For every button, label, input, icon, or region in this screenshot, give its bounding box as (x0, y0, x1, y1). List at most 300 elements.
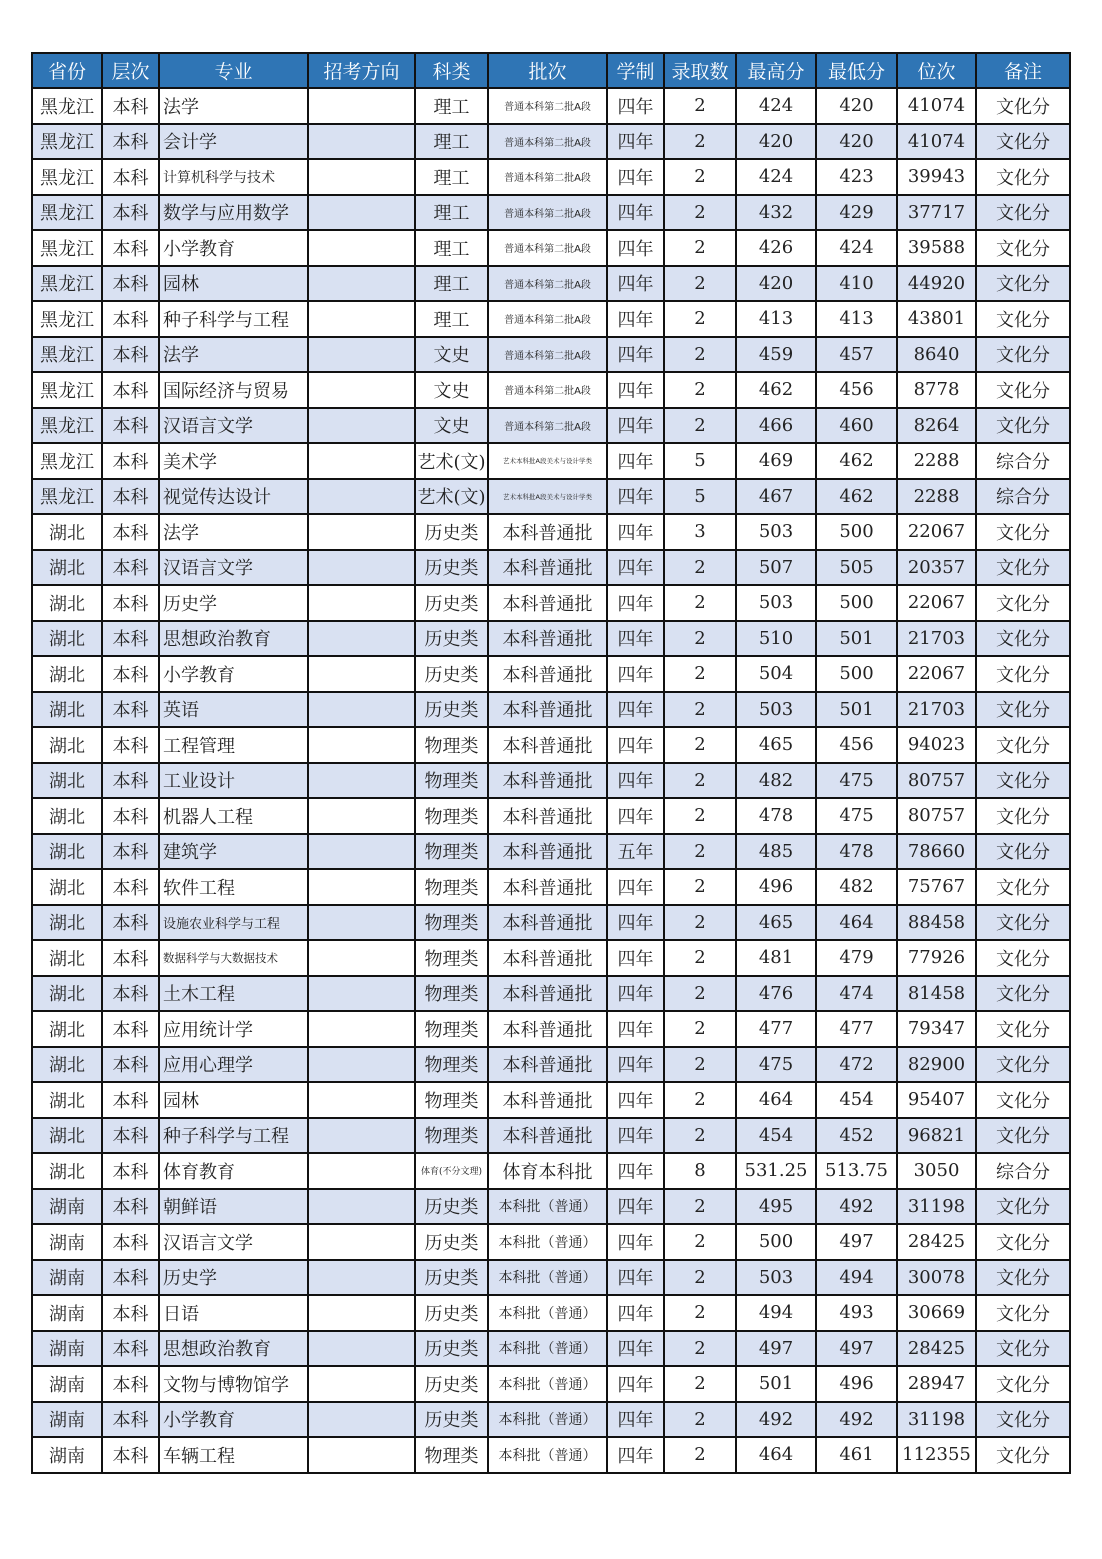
cell-category: 历史类 (415, 1366, 488, 1402)
cell-note: 文化分 (976, 88, 1070, 124)
cell-note: 文化分 (976, 763, 1070, 799)
cell-note: 文化分 (976, 727, 1070, 763)
cell-direction (308, 408, 415, 444)
cell-major: 国际经济与贸易 (159, 372, 308, 408)
cell-batch: 本科普通批 (488, 692, 607, 728)
cell-level: 本科 (102, 905, 159, 941)
cell-province: 湖南 (32, 1402, 102, 1438)
cell-admitted: 2 (664, 1366, 736, 1402)
cell-admitted: 2 (664, 195, 736, 231)
cell-admitted: 2 (664, 940, 736, 976)
cell-admitted: 2 (664, 621, 736, 657)
cell-category: 历史类 (415, 550, 488, 586)
cell-admitted: 2 (664, 834, 736, 870)
cell-admitted: 5 (664, 479, 736, 515)
cell-duration: 四年 (607, 656, 664, 692)
table-row (32, 692, 1070, 728)
cell-rank: 94023 (897, 727, 976, 763)
table-row (32, 1153, 1070, 1189)
cell-duration: 四年 (607, 940, 664, 976)
cell-batch: 本科普通批 (488, 1118, 607, 1154)
cell-level: 本科 (102, 976, 159, 1012)
header-level: 层次 (102, 53, 159, 88)
header-rank: 位次 (897, 53, 976, 88)
table-row (32, 656, 1070, 692)
cell-batch: 本科普通批 (488, 905, 607, 941)
cell-level: 本科 (102, 1153, 159, 1189)
cell-min-score: 482 (816, 869, 897, 905)
cell-max-score: 494 (736, 1295, 816, 1331)
cell-direction (308, 905, 415, 941)
table-row (32, 1402, 1070, 1438)
cell-major: 工程管理 (159, 727, 308, 763)
cell-major: 小学教育 (159, 1402, 308, 1438)
cell-duration: 四年 (607, 585, 664, 621)
cell-duration: 四年 (607, 1366, 664, 1402)
cell-note: 文化分 (976, 1118, 1070, 1154)
cell-category: 历史类 (415, 692, 488, 728)
cell-note: 文化分 (976, 1402, 1070, 1438)
cell-max-score: 420 (736, 266, 816, 302)
cell-rank: 8778 (897, 372, 976, 408)
cell-duration: 四年 (607, 301, 664, 337)
cell-min-score: 462 (816, 479, 897, 515)
table-row (32, 940, 1070, 976)
header-province: 省份 (32, 53, 102, 88)
cell-min-score: 513.75 (816, 1153, 897, 1189)
cell-rank: 77926 (897, 940, 976, 976)
cell-note: 文化分 (976, 1011, 1070, 1047)
cell-note: 文化分 (976, 869, 1070, 905)
cell-category: 艺术(文) (415, 443, 488, 479)
cell-province: 湖北 (32, 1153, 102, 1189)
cell-category: 艺术(文) (415, 479, 488, 515)
cell-batch: 普通本科第二批A段 (488, 337, 607, 373)
cell-duration: 四年 (607, 692, 664, 728)
cell-batch: 普通本科第二批A段 (488, 195, 607, 231)
cell-admitted: 2 (664, 976, 736, 1012)
cell-level: 本科 (102, 514, 159, 550)
cell-province: 黑龙江 (32, 479, 102, 515)
cell-level: 本科 (102, 834, 159, 870)
cell-batch: 艺术本科批A段美术与设计学类 (488, 443, 607, 479)
cell-note: 文化分 (976, 1189, 1070, 1225)
cell-max-score: 496 (736, 869, 816, 905)
cell-admitted: 2 (664, 798, 736, 834)
cell-direction (308, 88, 415, 124)
cell-province: 湖南 (32, 1437, 102, 1473)
cell-duration: 四年 (607, 976, 664, 1012)
cell-max-score: 481 (736, 940, 816, 976)
cell-level: 本科 (102, 1260, 159, 1296)
cell-rank: 30078 (897, 1260, 976, 1296)
cell-rank: 80757 (897, 798, 976, 834)
header-note: 备注 (976, 53, 1070, 88)
cell-direction (308, 550, 415, 586)
cell-batch: 本科普通批 (488, 656, 607, 692)
cell-province: 湖北 (32, 834, 102, 870)
cell-min-score: 505 (816, 550, 897, 586)
cell-level: 本科 (102, 1082, 159, 1118)
cell-duration: 四年 (607, 1260, 664, 1296)
cell-level: 本科 (102, 443, 159, 479)
cell-level: 本科 (102, 159, 159, 195)
cell-province: 湖北 (32, 1011, 102, 1047)
cell-note: 综合分 (976, 443, 1070, 479)
cell-max-score: 507 (736, 550, 816, 586)
cell-duration: 四年 (607, 1224, 664, 1260)
header-row (32, 53, 1070, 88)
cell-min-score: 410 (816, 266, 897, 302)
table-row (32, 1260, 1070, 1296)
cell-duration: 四年 (607, 443, 664, 479)
cell-batch: 普通本科第二批A段 (488, 230, 607, 266)
cell-batch: 本科批（普通） (488, 1295, 607, 1331)
cell-rank: 31198 (897, 1402, 976, 1438)
cell-admitted: 2 (664, 1082, 736, 1118)
cell-direction (308, 230, 415, 266)
cell-major: 工业设计 (159, 763, 308, 799)
cell-category: 理工 (415, 230, 488, 266)
cell-note: 综合分 (976, 479, 1070, 515)
cell-max-score: 465 (736, 905, 816, 941)
cell-rank: 79347 (897, 1011, 976, 1047)
cell-admitted: 2 (664, 550, 736, 586)
cell-province: 湖南 (32, 1189, 102, 1225)
cell-admitted: 2 (664, 585, 736, 621)
cell-note: 文化分 (976, 1260, 1070, 1296)
cell-province: 湖北 (32, 940, 102, 976)
cell-level: 本科 (102, 1189, 159, 1225)
cell-level: 本科 (102, 869, 159, 905)
cell-batch: 本科普通批 (488, 514, 607, 550)
cell-direction (308, 1189, 415, 1225)
table-row (32, 1189, 1070, 1225)
cell-max-score: 465 (736, 727, 816, 763)
cell-province: 湖北 (32, 621, 102, 657)
cell-duration: 四年 (607, 621, 664, 657)
cell-province: 湖南 (32, 1295, 102, 1331)
cell-level: 本科 (102, 621, 159, 657)
cell-category: 理工 (415, 159, 488, 195)
cell-major: 思想政治教育 (159, 621, 308, 657)
cell-batch: 本科普通批 (488, 727, 607, 763)
cell-category: 历史类 (415, 1260, 488, 1296)
cell-province: 黑龙江 (32, 301, 102, 337)
cell-direction (308, 798, 415, 834)
cell-direction (308, 1402, 415, 1438)
cell-rank: 2288 (897, 443, 976, 479)
cell-major: 小学教育 (159, 656, 308, 692)
cell-duration: 四年 (607, 195, 664, 231)
header-duration: 学制 (607, 53, 664, 88)
cell-batch: 本科普通批 (488, 1047, 607, 1083)
table-row (32, 443, 1070, 479)
cell-direction (308, 869, 415, 905)
cell-batch: 普通本科第二批A段 (488, 124, 607, 160)
cell-batch: 本科批（普通） (488, 1437, 607, 1473)
cell-direction (308, 266, 415, 302)
cell-note: 文化分 (976, 1224, 1070, 1260)
cell-max-score: 503 (736, 1260, 816, 1296)
cell-major: 种子科学与工程 (159, 1118, 308, 1154)
cell-note: 文化分 (976, 124, 1070, 160)
cell-major: 应用心理学 (159, 1047, 308, 1083)
cell-min-score: 464 (816, 905, 897, 941)
cell-level: 本科 (102, 1011, 159, 1047)
cell-min-score: 429 (816, 195, 897, 231)
cell-min-score: 456 (816, 727, 897, 763)
cell-duration: 四年 (607, 88, 664, 124)
cell-admitted: 2 (664, 656, 736, 692)
cell-rank: 8264 (897, 408, 976, 444)
cell-province: 湖北 (32, 692, 102, 728)
cell-max-score: 503 (736, 692, 816, 728)
table-row (32, 798, 1070, 834)
cell-min-score: 423 (816, 159, 897, 195)
cell-major: 英语 (159, 692, 308, 728)
cell-level: 本科 (102, 1402, 159, 1438)
cell-max-score: 475 (736, 1047, 816, 1083)
cell-major: 历史学 (159, 585, 308, 621)
cell-min-score: 452 (816, 1118, 897, 1154)
cell-direction (308, 940, 415, 976)
cell-province: 湖北 (32, 976, 102, 1012)
table-row (32, 727, 1070, 763)
cell-major: 法学 (159, 88, 308, 124)
cell-admitted: 2 (664, 1331, 736, 1367)
cell-duration: 四年 (607, 1082, 664, 1118)
cell-category: 物理类 (415, 834, 488, 870)
cell-category: 物理类 (415, 1011, 488, 1047)
cell-note: 文化分 (976, 621, 1070, 657)
cell-direction (308, 585, 415, 621)
cell-min-score: 479 (816, 940, 897, 976)
cell-max-score: 504 (736, 656, 816, 692)
cell-duration: 四年 (607, 1295, 664, 1331)
cell-level: 本科 (102, 1366, 159, 1402)
cell-duration: 四年 (607, 1047, 664, 1083)
cell-duration: 五年 (607, 834, 664, 870)
cell-major: 会计学 (159, 124, 308, 160)
cell-min-score: 477 (816, 1011, 897, 1047)
table-row (32, 1082, 1070, 1118)
cell-major: 历史学 (159, 1260, 308, 1296)
cell-category: 历史类 (415, 1189, 488, 1225)
table-row (32, 337, 1070, 373)
cell-direction (308, 976, 415, 1012)
cell-province: 湖北 (32, 798, 102, 834)
cell-rank: 39588 (897, 230, 976, 266)
cell-province: 黑龙江 (32, 443, 102, 479)
table-row (32, 230, 1070, 266)
cell-max-score: 497 (736, 1331, 816, 1367)
cell-province: 湖北 (32, 514, 102, 550)
cell-min-score: 454 (816, 1082, 897, 1118)
cell-category: 物理类 (415, 727, 488, 763)
cell-min-score: 501 (816, 692, 897, 728)
cell-province: 湖北 (32, 905, 102, 941)
cell-category: 物理类 (415, 1082, 488, 1118)
cell-note: 文化分 (976, 514, 1070, 550)
cell-admitted: 2 (664, 692, 736, 728)
cell-admitted: 2 (664, 763, 736, 799)
cell-min-score: 424 (816, 230, 897, 266)
cell-direction (308, 1260, 415, 1296)
admission-scores-table (31, 52, 1071, 1474)
cell-rank: 8640 (897, 337, 976, 373)
cell-category: 历史类 (415, 1224, 488, 1260)
cell-rank: 22067 (897, 514, 976, 550)
header-category: 科类 (415, 53, 488, 88)
cell-province: 湖南 (32, 1224, 102, 1260)
cell-province: 黑龙江 (32, 195, 102, 231)
cell-category: 体育(不分文理) (415, 1153, 488, 1189)
cell-min-score: 497 (816, 1331, 897, 1367)
cell-note: 文化分 (976, 798, 1070, 834)
cell-note: 文化分 (976, 550, 1070, 586)
cell-category: 理工 (415, 124, 488, 160)
cell-category: 理工 (415, 195, 488, 231)
cell-direction (308, 1366, 415, 1402)
cell-max-score: 464 (736, 1082, 816, 1118)
cell-batch: 本科批（普通） (488, 1260, 607, 1296)
table-row (32, 1295, 1070, 1331)
cell-admitted: 2 (664, 1118, 736, 1154)
cell-min-score: 501 (816, 621, 897, 657)
cell-batch: 本科批（普通） (488, 1366, 607, 1402)
cell-level: 本科 (102, 337, 159, 373)
cell-note: 文化分 (976, 1295, 1070, 1331)
cell-max-score: 424 (736, 159, 816, 195)
cell-max-score: 467 (736, 479, 816, 515)
cell-rank: 82900 (897, 1047, 976, 1083)
cell-category: 历史类 (415, 1295, 488, 1331)
cell-direction (308, 1224, 415, 1260)
table-row (32, 763, 1070, 799)
table-row (32, 1366, 1070, 1402)
cell-admitted: 2 (664, 1011, 736, 1047)
table-row (32, 621, 1070, 657)
cell-major: 车辆工程 (159, 1437, 308, 1473)
cell-rank: 21703 (897, 692, 976, 728)
cell-max-score: 462 (736, 372, 816, 408)
cell-max-score: 432 (736, 195, 816, 231)
cell-major: 汉语言文学 (159, 550, 308, 586)
cell-category: 物理类 (415, 1118, 488, 1154)
cell-rank: 22067 (897, 656, 976, 692)
cell-admitted: 2 (664, 301, 736, 337)
cell-batch: 普通本科第二批A段 (488, 372, 607, 408)
cell-province: 湖北 (32, 727, 102, 763)
cell-max-score: 495 (736, 1189, 816, 1225)
cell-duration: 四年 (607, 1437, 664, 1473)
cell-category: 文史 (415, 337, 488, 373)
cell-batch: 本科普通批 (488, 834, 607, 870)
cell-province: 黑龙江 (32, 230, 102, 266)
cell-duration: 四年 (607, 408, 664, 444)
cell-province: 黑龙江 (32, 337, 102, 373)
cell-max-score: 500 (736, 1224, 816, 1260)
cell-min-score: 413 (816, 301, 897, 337)
cell-direction (308, 656, 415, 692)
cell-level: 本科 (102, 479, 159, 515)
cell-duration: 四年 (607, 1402, 664, 1438)
cell-batch: 本科普通批 (488, 976, 607, 1012)
cell-duration: 四年 (607, 763, 664, 799)
cell-category: 历史类 (415, 656, 488, 692)
cell-min-score: 457 (816, 337, 897, 373)
cell-rank: 3050 (897, 1153, 976, 1189)
cell-max-score: 424 (736, 88, 816, 124)
cell-level: 本科 (102, 124, 159, 160)
cell-major: 土木工程 (159, 976, 308, 1012)
cell-admitted: 5 (664, 443, 736, 479)
cell-level: 本科 (102, 1224, 159, 1260)
cell-min-score: 456 (816, 372, 897, 408)
cell-duration: 四年 (607, 266, 664, 302)
cell-note: 文化分 (976, 408, 1070, 444)
cell-level: 本科 (102, 763, 159, 799)
cell-direction (308, 159, 415, 195)
cell-category: 文史 (415, 372, 488, 408)
cell-level: 本科 (102, 940, 159, 976)
cell-rank: 78660 (897, 834, 976, 870)
table-row (32, 159, 1070, 195)
cell-duration: 四年 (607, 1189, 664, 1225)
cell-min-score: 500 (816, 514, 897, 550)
cell-rank: 43801 (897, 301, 976, 337)
cell-rank: 81458 (897, 976, 976, 1012)
cell-province: 湖北 (32, 763, 102, 799)
cell-duration: 四年 (607, 337, 664, 373)
cell-admitted: 3 (664, 514, 736, 550)
cell-direction (308, 1011, 415, 1047)
cell-major: 设施农业科学与工程 (159, 905, 308, 941)
cell-direction (308, 337, 415, 373)
cell-category: 物理类 (415, 869, 488, 905)
cell-category: 理工 (415, 301, 488, 337)
cell-min-score: 500 (816, 585, 897, 621)
cell-level: 本科 (102, 1295, 159, 1331)
cell-duration: 四年 (607, 159, 664, 195)
cell-major: 法学 (159, 337, 308, 373)
cell-min-score: 420 (816, 124, 897, 160)
cell-direction (308, 1153, 415, 1189)
cell-category: 理工 (415, 88, 488, 124)
cell-major: 数学与应用数学 (159, 195, 308, 231)
cell-note: 文化分 (976, 1082, 1070, 1118)
cell-note: 文化分 (976, 692, 1070, 728)
cell-admitted: 2 (664, 727, 736, 763)
cell-major: 日语 (159, 1295, 308, 1331)
cell-direction (308, 727, 415, 763)
cell-level: 本科 (102, 1118, 159, 1154)
cell-batch: 本科普通批 (488, 940, 607, 976)
cell-max-score: 420 (736, 124, 816, 160)
cell-max-score: 464 (736, 1437, 816, 1473)
cell-admitted: 2 (664, 1189, 736, 1225)
cell-duration: 四年 (607, 1153, 664, 1189)
cell-rank: 75767 (897, 869, 976, 905)
cell-category: 历史类 (415, 585, 488, 621)
cell-rank: 41074 (897, 88, 976, 124)
cell-duration: 四年 (607, 1011, 664, 1047)
cell-province: 湖北 (32, 656, 102, 692)
cell-note: 文化分 (976, 266, 1070, 302)
cell-direction (308, 1437, 415, 1473)
cell-category: 历史类 (415, 1402, 488, 1438)
